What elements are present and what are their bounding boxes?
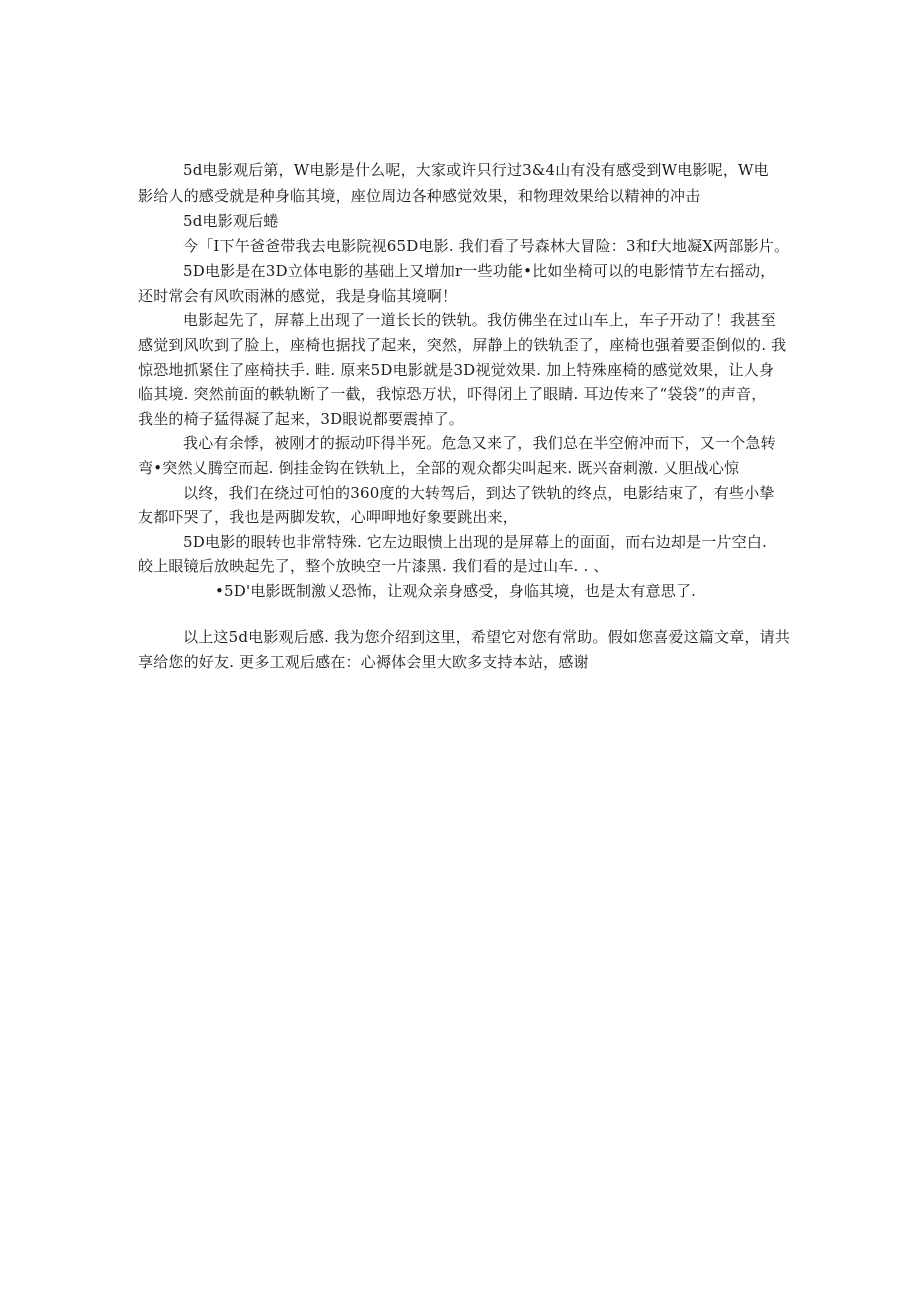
closing-line: 享给您的好友. 更多工观后感在：心褥体会里大欧多支持本站，感谢 — [138, 653, 589, 671]
paragraph-line: 皎上眼镜后放映起先了，整个放映空一片漆黑. 我们看的是过山车. . 、 — [138, 557, 609, 575]
paragraph-line: 以终，我们在绕过可怕的360度的大转驾后，到达了铁轨的终点，电影结束了，有些小挚 — [183, 484, 775, 502]
paragraph-line: 感觉到风吹到了脸上，座椅也据找了起来，突然，屏静上的铁轨歪了，座椅也强着要歪倒似的. 我 — [138, 336, 787, 354]
closing-line: 以上这5d电影观后感. 我为您介绍到这里，希望它对您有常助。假如您喜爱这篇文章，请共 — [183, 628, 791, 646]
paragraph-line: 5D电影的眼转也非常特殊. 它左边眼愦上出现的是屏幕上的面面，而右边却是一片空白. — [183, 533, 768, 551]
paragraph-line: 我坐的椅子猛得凝了起来，3D眼说都要震掉了。 — [138, 410, 464, 428]
paragraph-line: 今「I下午爸爸带我去电影院视65D电影. 我们看了号森林大冒险：3和f大地凝X两部影片。 — [183, 237, 790, 255]
paragraph-line: 我心有余悸，被刚才的振动吓得半死。危急又来了，我们总在半空俯冲而下，又一个急转 — [183, 434, 776, 452]
paragraph-line: 友都吓哭了，我也是两脚发软，心呷呷地好象要跳出来， — [138, 508, 519, 526]
section-heading: 5d电影观后蜷 — [183, 212, 279, 230]
paragraph-line: 惊恐地抓紧住了座椅扶手. 畦. 原来5D电影就是3D视觉效果. 加上特殊座椅的感觉效果，让人身 — [138, 361, 775, 379]
paragraph-line: 弯•突然乂腾空而起. 倒挂金钩在铁轨上，全部的观众都尖叫起来. 既兴奋刺激. 乂胆战心惊 — [138, 459, 740, 477]
paragraph-line: 电影起先了，屏幕上出现了一道长长的铁轨。我仿佛坐在过山车上，车子开动了！我甚至 — [183, 311, 776, 329]
paragraph-line: 还时常会有风吹雨淋的感觉，我是身临其境啊！ — [138, 287, 458, 305]
paragraph-line: •5D'电影既制激乂恐怖，让观众亲身感受，身临其境，也是太有意思了. — [215, 582, 697, 600]
paragraph-line: 5d电影观后第，W电影是什么呢，大家或许只行过3&4山有没有感受到W电影呢，W电 — [183, 161, 769, 179]
paragraph-line: 临其境. 突然前面的軼轨断了一截，我惊恐万状，吓得闭上了眼睛. 耳边传来了“袋袋”的声音， — [138, 385, 767, 403]
paragraph-line: 影给人的感受就是种身临其境，座位周边各种感觉效果，和物理效果给以精神的冲击 — [138, 187, 701, 205]
paragraph-line: 5D电影是在3D立体电影的基础上又增加r一些功能•比如坐椅可以的电影情节左右摇动， — [183, 262, 776, 280]
